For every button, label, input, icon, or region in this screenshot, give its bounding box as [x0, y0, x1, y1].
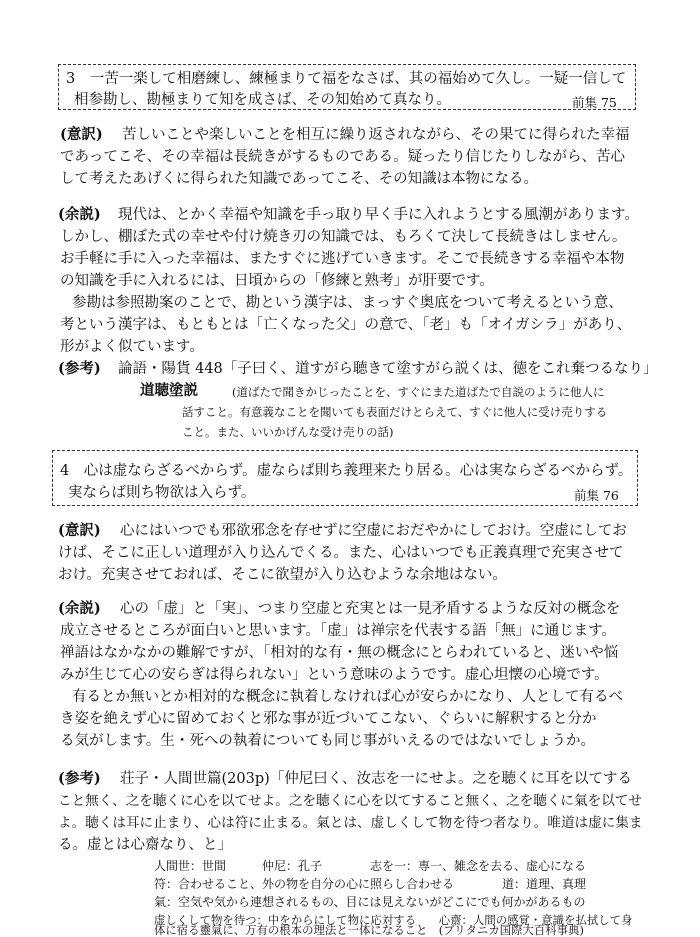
yakui3-label: (意訳)	[60, 126, 103, 143]
yosetsu4-line-4: みが生じて心の安らぎは得られない」という意味のようです。虚心坦懐の心境です。	[60, 667, 609, 683]
yakui4-line-2: けば、そこに正しい道理が入り込んでくる。また、心はいつでも正義真理で充実させて	[58, 545, 624, 561]
yosetsu4-line-7: る気がします。生・死への執着についても同じ事がいえるのではないでしょうか。	[60, 733, 596, 749]
sanko3-line-1: 論語・陽貨 448「子曰く、道すがら聴きて塗すがら説くは、徳をこれ棄つるなり」	[118, 361, 658, 377]
item4-ref: 前集 76	[574, 488, 619, 503]
sanko3-gloss-2: 話すこと。有意義なことを聞いても表面だけとらえて、すぐに他人に受け売りする	[182, 405, 608, 419]
sanko4-gloss-4: 虚しくして物を待つ：中をからにして物に応対する 心齋：人間の感覚・意識を払拭して身	[154, 913, 633, 927]
sanko4-gloss-2: 符：合わせること、外の物を自分の心に照らし合わせる 道：道理、真理	[154, 877, 587, 891]
yosetsu3-line-3: お手軽に手に入った幸福は、またすぐに逃げていきます。そこで長続きする幸福や本物	[60, 251, 625, 267]
yosetsu4-line-3: 禅語はなかなかの難解ですが、「相対的な有・無の概念にとらわれていると、迷いや悩	[60, 645, 619, 661]
yakui3-line-1: 苦しいことや楽しいことを相互に繰り返されながら、その果てに得られた幸福	[122, 127, 630, 143]
yosetsu3-label: (余説)	[58, 206, 101, 223]
item3-line-2: 相参勘し、勘極まりて知を成さば、その知始めて真なり。	[74, 92, 451, 108]
yosetsu4-line-6: き姿を絶えず心に留めておくと邪な事が近づいてこない、ぐらいに解釈すると分か	[60, 711, 597, 727]
sanko4-line-2: こと無く、之を聴くに心を以てせよ。之を聴くに心を以てすること無く、之を聴くに氣を以てせ	[58, 793, 642, 809]
yakui4-label: (意訳)	[58, 522, 101, 539]
yakui3-line-3: して考えたあげくに得られた知識であってこそ、その知識は本物になる。	[60, 171, 539, 187]
yosetsu4-line-1: 心の「虚」と「実」、つまり空虚と充実とは一見矛盾するような反対の概念を	[120, 601, 621, 617]
sanko3-label: (参考)	[58, 360, 101, 377]
sanko4-line-3: よ。聴くは耳に止まり、心は符に止まる。氣とは、虚しくして物を待つ者なり。唯道は虚に集ま	[58, 815, 643, 831]
sanko4-label: (参考)	[58, 770, 101, 787]
sanko3-gloss-1: (道ばたで聞きかじったことを、すぐにまた道ばたで自説のように他人に	[232, 385, 605, 399]
item3-line-1: 3 一苦一楽して相磨練し、練極まりて福をなさば、其の福始めて久し。一疑一信して	[66, 71, 627, 87]
yosetsu4-line-5: 有るとか無いとか相対的な概念に執着しなければ心が安らかになり、人として有るべ	[72, 689, 623, 705]
item4-line-2: 実ならば則ち物欲は入らず。	[68, 485, 256, 501]
yosetsu3-line-6: 考という漢字は、もともとは「亡くなった父」の意で、「老」も「オイガシラ」があり、	[60, 317, 632, 333]
yosetsu4-label: (余説)	[58, 600, 101, 617]
yosetsu3-line-7: 形がよく似ています。	[60, 339, 204, 355]
sanko4-gloss-1: 人間世：世間 仲尼：孔子 志を一：専一、雑念を去る、虚心になる	[154, 859, 587, 873]
yosetsu4-line-2: 成立させるところが面白いと思います。「虚」は禅宗を代表する語「無」に通じます。	[60, 623, 616, 639]
yakui3-line-2: であってこそ、その幸福は長続きがするものである。疑ったり信じたりしながら、苦心	[60, 149, 626, 165]
yakui4-line-1: 心にはいつでも邪欲邪念を存せずに空虚におだやかにしておけ。空虚にしてお	[120, 523, 627, 539]
sanko4-line-1: 荘子・人間世篇(203p)「仲尼曰く、汝志を一にせよ。之を聴くに耳を以てする	[120, 771, 632, 787]
yosetsu3-line-2: しかし、棚ぼた式の幸せや付け焼き刃の知識では、もろくて決して長続きはしません。	[60, 229, 627, 245]
sanko4-gloss-5: 体に宿る靈氣に、万有の根本の理法と一体になること (ブリタニカ国際大百科事典)	[154, 923, 584, 937]
yosetsu3-line-1: 現代は、とかく幸福や知識を手っ取り早く手に入れようとする風潮があります。	[118, 207, 639, 223]
yosetsu3-line-5: 参勘は参照勘案のことで、勘という漢字は、まっすぐ奥底をついて考えるという意、	[72, 295, 623, 311]
sanko4-line-4: る。虚とは心齋なり、と」	[58, 837, 232, 853]
sanko4-gloss-3: 氣：空気や気から連想されるもの、目には見えないがどこにでも何かがあるもの	[154, 895, 586, 909]
sanko3-gloss-3: こと。また、いいかげんな受け売りの話)	[182, 425, 394, 439]
item4-line-1: 4 心は虚ならざるべからず。虚ならば則ち義理来たり居る。心は実ならざるべからず。	[60, 463, 633, 479]
yakui4-line-3: おけ。充実させておれば、そこに欲望が入り込むような余地はない。	[58, 567, 507, 583]
sanko3-term: 道聴塗説	[140, 382, 198, 399]
item3-ref: 前集 75	[572, 95, 617, 110]
yosetsu3-line-4: の知識を手に入れるには、日頃からの「修練と熟考」が肝要です。	[60, 273, 494, 289]
